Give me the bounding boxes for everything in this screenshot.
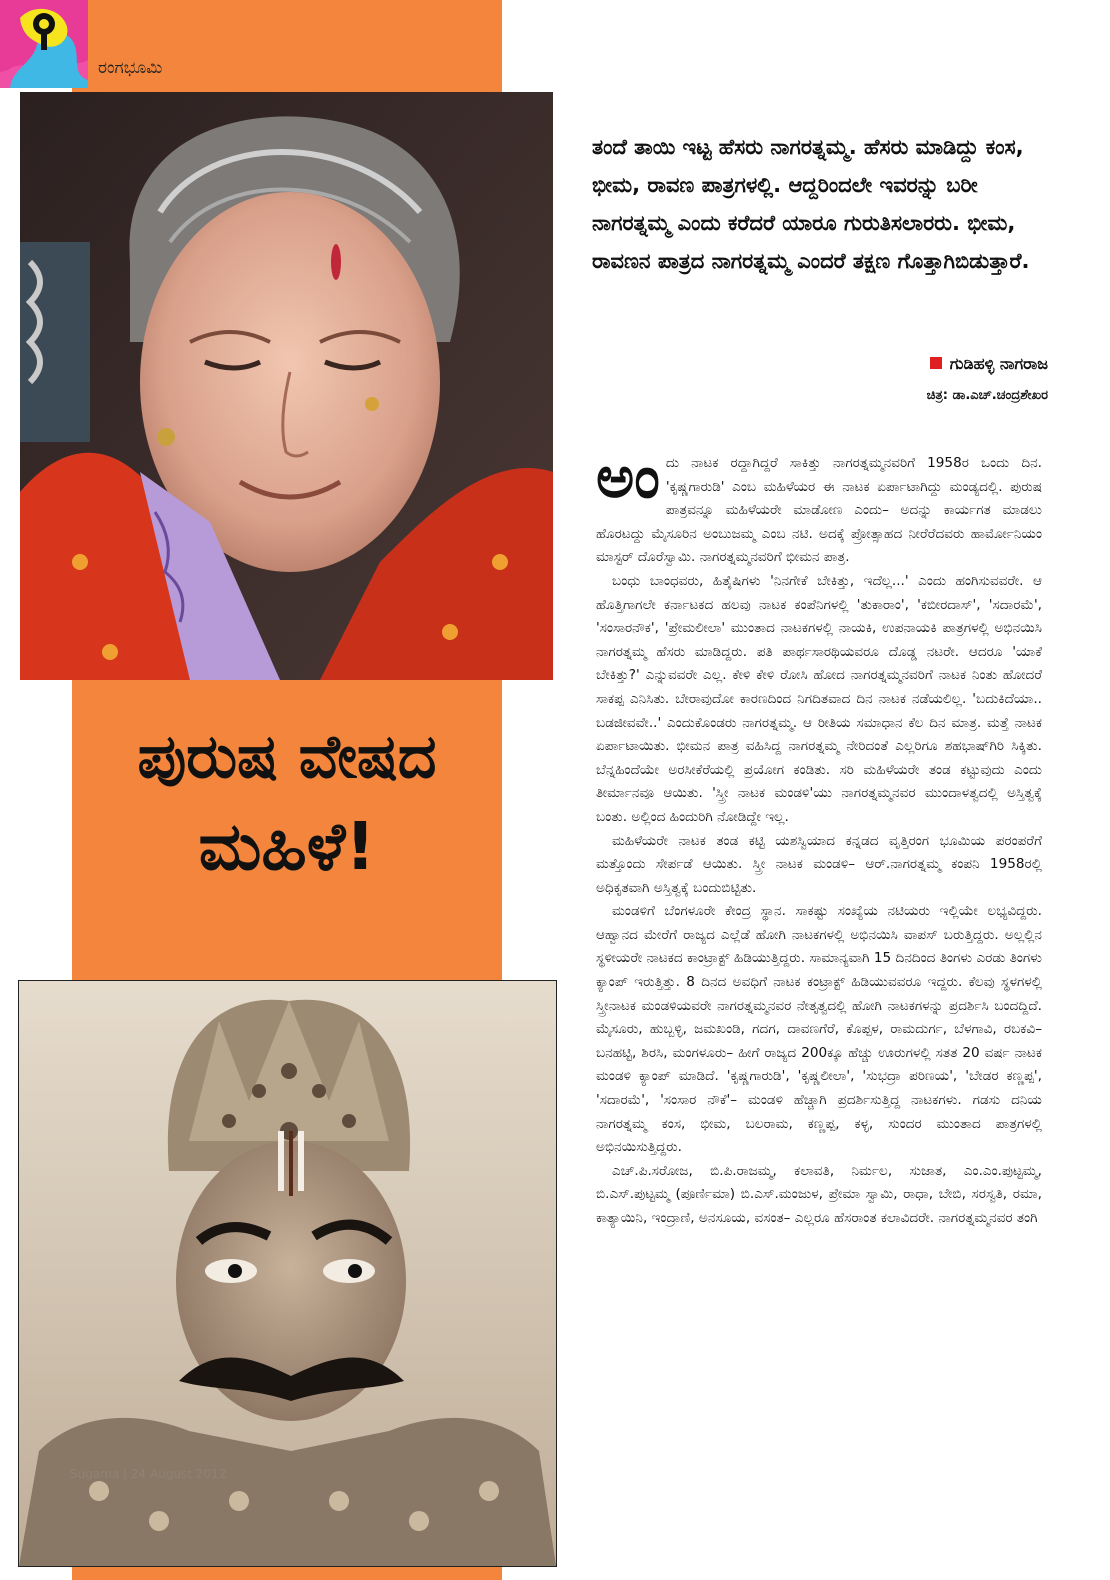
headline-line-2: ಮಹಿಳೆ! bbox=[198, 808, 376, 885]
body-paragraph-5: ಎಚ್.ಪಿ.ಸರೋಜ, ಬಿ.ಪಿ.ರಾಜಮ್ಮ, ಕಲಾವತಿ, ನಿರ್ಮಲ, ಸುಜಾತ, ಎಂ.ಎಂ.ಪುಟ್ಟಮ್ಮ, ಬಿ.ಎಸ್.ಪುಟ್ಟಮ್ಮ (ಪೂರ್ಣಿಮಾ) ಬಿ.ಎಸ್.ಮಂಜುಳ, ಪ್ರೇಮಾ ಸ್ವಾಮಿ, ರಾಧಾ, ಬೇಬಿ, ಸರಸ್ವತಿ, ರಮಾ, ಕಾತ್ಯಾಯಿನಿ, ಇಂದ್ರಾಣಿ, ಅನಸೂಯ, ವಸಂತ– ಎಲ್ಲರೂ ಹೆಸರಾಂತ ಕಲಾವಿದರೇ. ನಾಗರತ್ನಮ್ಮನವರ ತಂಗಿ bbox=[596, 1162, 1042, 1226]
drop-cap: ಅಂ bbox=[596, 443, 660, 511]
author-name: ಗುಡಿಹಳ್ಳಿ ನಾಗರಾಜ bbox=[949, 354, 1048, 373]
headline-line-1: ಪುರುಷ ವೇಷದ bbox=[137, 722, 437, 792]
section-label: ರಂಗಭೂಮಿ bbox=[98, 58, 163, 78]
headline bbox=[72, 715, 502, 895]
body-paragraph-1 bbox=[596, 443, 1042, 570]
photo-watermark: Sugama | 24 August 2012 bbox=[70, 1467, 227, 1481]
red-square-bullet bbox=[930, 357, 942, 369]
photo-credit: ಚಿತ್ರ: ಡಾ.ಎಚ್.ಚಂದ್ರಶೇಖರ bbox=[926, 388, 1048, 403]
body-paragraph-4: ಮಂಡಳಿಗೆ ಬೆಂಗಳೂರೇ ಕೇಂದ್ರ ಸ್ಥಾನ. ಸಾಕಷ್ಟು ಸಂಖ್ಯೆಯ ನಟಿಯರು ಇಲ್ಲಿಯೇ ಲಭ್ಯವಿದ್ದರು. ಆಹ್ವಾನದ ಮೇರೆಗೆ ರಾಜ್ಯದ ಎಲ್ಲೆಡೆ ಹೋಗಿ ನಾಟಕಗಳಲ್ಲಿ ಅಭಿನಯಿಸಿ ವಾಪಸ್ ಬರುತ್ತಿದ್ದರು. ಅಲ್ಲಲ್ಲಿನ ಸ್ಥಳೀಯರೇ ನಾಟಕದ ಕಾಂಟ್ರಾಕ್ಟ್ ಹಿಡಿಯುತ್ತಿದ್ದರು. ಸಾಮಾನ್ಯವಾಗಿ 15 ದಿನದಿಂದ ತಿಂಗಳು ಎರಡು ತಿಂಗಳು ಕ್ಯಾಂಪ್ ಇರುತ್ತಿತ್ತು. 8 ದಿನದ ಅವಧಿಗೆ ನಾಟಕ ಕಂಟ್ರಾಕ್ಟ್ ಹಿಡಿಯುವವರೂ ಇದ್ದರು. ಕೆಲವು ಸ್ಥಳಗಳಲ್ಲಿ ಸ್ತ್ರೀನಾಟಕ ಮಂಡಳಿಯವರೇ ನಾಗರತ್ನಮ್ಮನವರ ನೇತೃತ್ವದಲ್ಲಿ ಹೋಗಿ ನಾಟಕಗಳನ್ನು ಪ್ರದರ್ಶಿಸಿ ಬಂದದ್ದಿದೆ. ಮೈಸೂರು, ಹುಬ್ಬಳ್ಳಿ, ಜಮಖಂಡಿ, ಗದಗ, ದಾವಣಗೆರೆ, ಕೊಪ್ಪಳ, ರಾಮದುರ್ಗ, ಬೆಳಗಾವಿ, ರಬಕವಿ– ಬನಹಟ್ಟಿ, ಶಿರಸಿ, ಮಂಗಳೂರು– ಹೀಗೆ ರಾಜ್ಯದ 200ಕ್ಕೂ ಹೆಚ್ಚು ಊರುಗಳಲ್ಲಿ ಸತತ 20 ವರ್ಷ ನಾಟಕ ಮಂಡಳಿ ಕ್ಯಾಂಪ್ ಮಾಡಿದೆ. 'ಕೃಷ್ಣಗಾರುಡಿ', 'ಕೃಷ್ಣಲೀಲಾ', 'ಸುಭದ್ರಾ ಪರಿಣಯ', 'ಬೇಡರ ಕಣ್ಣಪ್ಪ', 'ಸದಾರಮೆ', 'ಸಂಸಾರ ನೌಕೆ'– ಮಂಡಳಿ ಹೆಚ್ಚಾಗಿ ಪ್ರದರ್ಶಿಸುತ್ತಿದ್ದ ನಾಟಕಗಳು. ಗಡಸು ದನಿಯ ನಾಗರತ್ನಮ್ಮ ಕಂಸ, ಭೀಮ, ಬಲರಾಮ, ಕಣ್ಣಪ್ಪ, ಕಳ್ಳ, ಸುಂದರ ಮುಂತಾದ ಪಾತ್ರಗಳಲ್ಲಿ ಅಭಿನಯಿಸುತ್ತಿದ್ದರು. bbox=[596, 903, 1042, 1156]
body-paragraph-2: ಬಂಧು ಬಾಂಧವರು, ಹಿತೈಷಿಗಳು 'ನಿನಗೇಕೆ ಬೇಕಿತ್ತು, ಇದೆಲ್ಲ...' ಎಂದು ಹಂಗಿಸುವವರೇ. ಆ ಹೊತ್ತಿಗಾಗಲೇ ಕರ್ನಾಟಕದ ಹಲವು ನಾಟಕ ಕಂಪೆನಿಗಳಲ್ಲಿ 'ತುಕಾರಾಂ', 'ಕಬೀರದಾಸ್', 'ಸದಾರಮೆ', 'ಸಂಸಾರನೌಕ', 'ಪ್ರೇಮಲೀಲಾ' ಮುಂತಾದ ನಾಟಕಗಳಲ್ಲಿ ನಾಯಕಿ, ಉಪನಾಯಕಿ ಪಾತ್ರಗಳಲ್ಲಿ ಅಭಿನಯಿಸಿ ನಾಗರತ್ನಮ್ಮ ಹೆಸರು ಮಾಡಿದ್ದರು. ಪತಿ ಪಾರ್ಥಸಾರಥಿಯವರೂ ದೊಡ್ಡ ನಟರೇ. ಆದರೂ 'ಯಾಕೆ ಬೇಕಿತ್ತು?' ಎನ್ನುವವರೇ ಎಲ್ಲ. ಕೇಳಿ ಕೇಳಿ ರೋಸಿ ಹೋದ ನಾಗರತ್ನಮ್ಮನವರಿಗೆ ನಾಟಕ ನಿಂತು ಹೋದರೆ ಸಾಕಪ್ಪ ಎನಿಸಿತು. ಬೇರಾವುದೋ ಕಾರಣದಿಂದ ನಿಗದಿತವಾದ ದಿನ ನಾಟಕ ನಡೆಯಲಿಲ್ಲ. 'ಬದುಕಿದೆಯಾ.. ಬಡಜೀವವೇ..' ಎಂದುಕೊಂಡರು ನಾಗರತ್ನಮ್ಮ. ಆ ರೀತಿಯ ಸಮಾಧಾನ ಕೆಲ ದಿನ ಮಾತ್ರ. ಮತ್ತೆ ನಾಟಕ ಏರ್ಪಾಟಾಯಿತು. ಭೀಮನ ಪಾತ್ರ ವಹಿಸಿದ್ದ ನಾಗರತ್ನಮ್ಮ ನೇರಿದಂತೆ ಎಲ್ಲರಿಗೂ ಶಹಭಾಷ್‌ಗಿರಿ ಸಿಕ್ಕಿತು. ಬೆನ್ನಹಿಂದೆಯೇ ಅರಸೀಕೆರೆಯಲ್ಲಿ ಪ್ರಯೋಗ ಕಂಡಿತು. ಸರಿ ಮಹಿಳೆಯರೇ ತಂಡ ಕಟ್ಟುವುದು ಎಂದು ತೀರ್ಮಾನವೂ ಆಯಿತು. 'ಸ್ತ್ರೀ ನಾಟಕ ಮಂಡಳಿ'ಯು ನಾಗರತ್ನಮ್ಮನವರ ಮುಂದಾಳತ್ವದಲ್ಲಿ ಅಸ್ತಿತ್ವಕ್ಕೆ ಬಂತು. ಅಲ್ಲಿಂದ ಹಿಂದುರಿಗಿ ನೋಡಿದ್ದೇ ಇಲ್ಲ. bbox=[596, 572, 1042, 825]
intro-paragraph: ತಂದೆ ತಾಯಿ ಇಟ್ಟ ಹೆಸರು ನಾಗರತ್ನಮ್ಮ. ಹೆಸರು ಮಾಡಿದ್ದು ಕಂಸ, ಭೀಮ, ರಾವಣ ಪಾತ್ರಗಳಲ್ಲಿ. ಆದ್ದರಿಂದಲೇ ಇವರನ್ನು ಬರೀ ನಾಗರತ್ನಮ್ಮ ಎಂದು ಕರೆದರೆ ಯಾರೂ ಗುರುತಿಸಲಾರರು. ಭೀಮ, ರಾವಣನ ಪಾತ್ರದ ನಾಗರತ್ನಮ್ಮ ಎಂದರೆ ತಕ್ಷಣ ಗೊತ್ತಾಗಿಬಿಡುತ್ತಾರೆ. bbox=[592, 135, 1030, 273]
body-paragraph-3: ಮಹಿಳೆಯರೇ ನಾಟಕ ತಂಡ ಕಟ್ಟಿ ಯಶಸ್ವಿಯಾದ ಕನ್ನಡದ ವೃತ್ತಿರಂಗ ಭೂಮಿಯ ಪರಂಪರೆಗೆ ಮತ್ತೊಂದು ಸೇರ್ಪಡೆ ಆಯಿತು. ಸ್ತ್ರೀ ನಾಟಕ ಮಂಡಳಿ– ಆರ್.ನಾಗರತ್ನಮ್ಮ ಕಂಪನಿ 1958ರಲ್ಲಿ ಅಧಿಕೃತವಾಗಿ ಅಸ್ತಿತ್ವಕ್ಕೆ ಬಂದುಬಿಟ್ಟಿತು. bbox=[596, 832, 1042, 896]
article-body bbox=[596, 443, 1042, 1231]
body-paragraph-1-text: ದು ನಾಟಕ ರದ್ದಾಗಿದ್ದರೆ ಸಾಕಿತ್ತು ನಾಗರತ್ನಮ್ಮನವರಿಗೆ 1958ರ ಒಂದು ದಿನ. 'ಕೃಷ್ಣಗಾರುಡಿ' ಎಂಬ ಮಹಿಳೆಯರ ಈ ನಾಟಕ ಏರ್ಪಾಟಾಗಿದ್ದು ಮಂಡ್ಯದಲ್ಲಿ. ಪುರುಷ ಪಾತ್ರವನ್ನೂ ಮಹಿಳೆಯರೇ ಮಾಡೋಣ ಎಂದು– ಅದನ್ನು ಕಾರ್ಯಗತ ಮಾಡಲು ಹೊರಟದ್ದು ಮೈಸೂರಿನ ಅಂಬುಜಮ್ಮ ಎಂಬ ನಟಿ. ಅದಕ್ಕೆ ಪ್ರೋತ್ಸಾಹದ ನೀರೆರೆದವರು ಹಾರ್ಮೋನಿಯಂ ಮಾಸ್ಟರ್ ದೊರೆಸ್ವಾಮಿ. ನಾಗರತ್ನಮ್ಮನವರಿಗೆ ಭೀಮನ ಪಾತ್ರ. bbox=[596, 455, 1042, 566]
magazine-logo bbox=[0, 0, 88, 88]
author-byline bbox=[930, 354, 1048, 374]
portrait-photo-elderly-woman bbox=[20, 92, 553, 680]
